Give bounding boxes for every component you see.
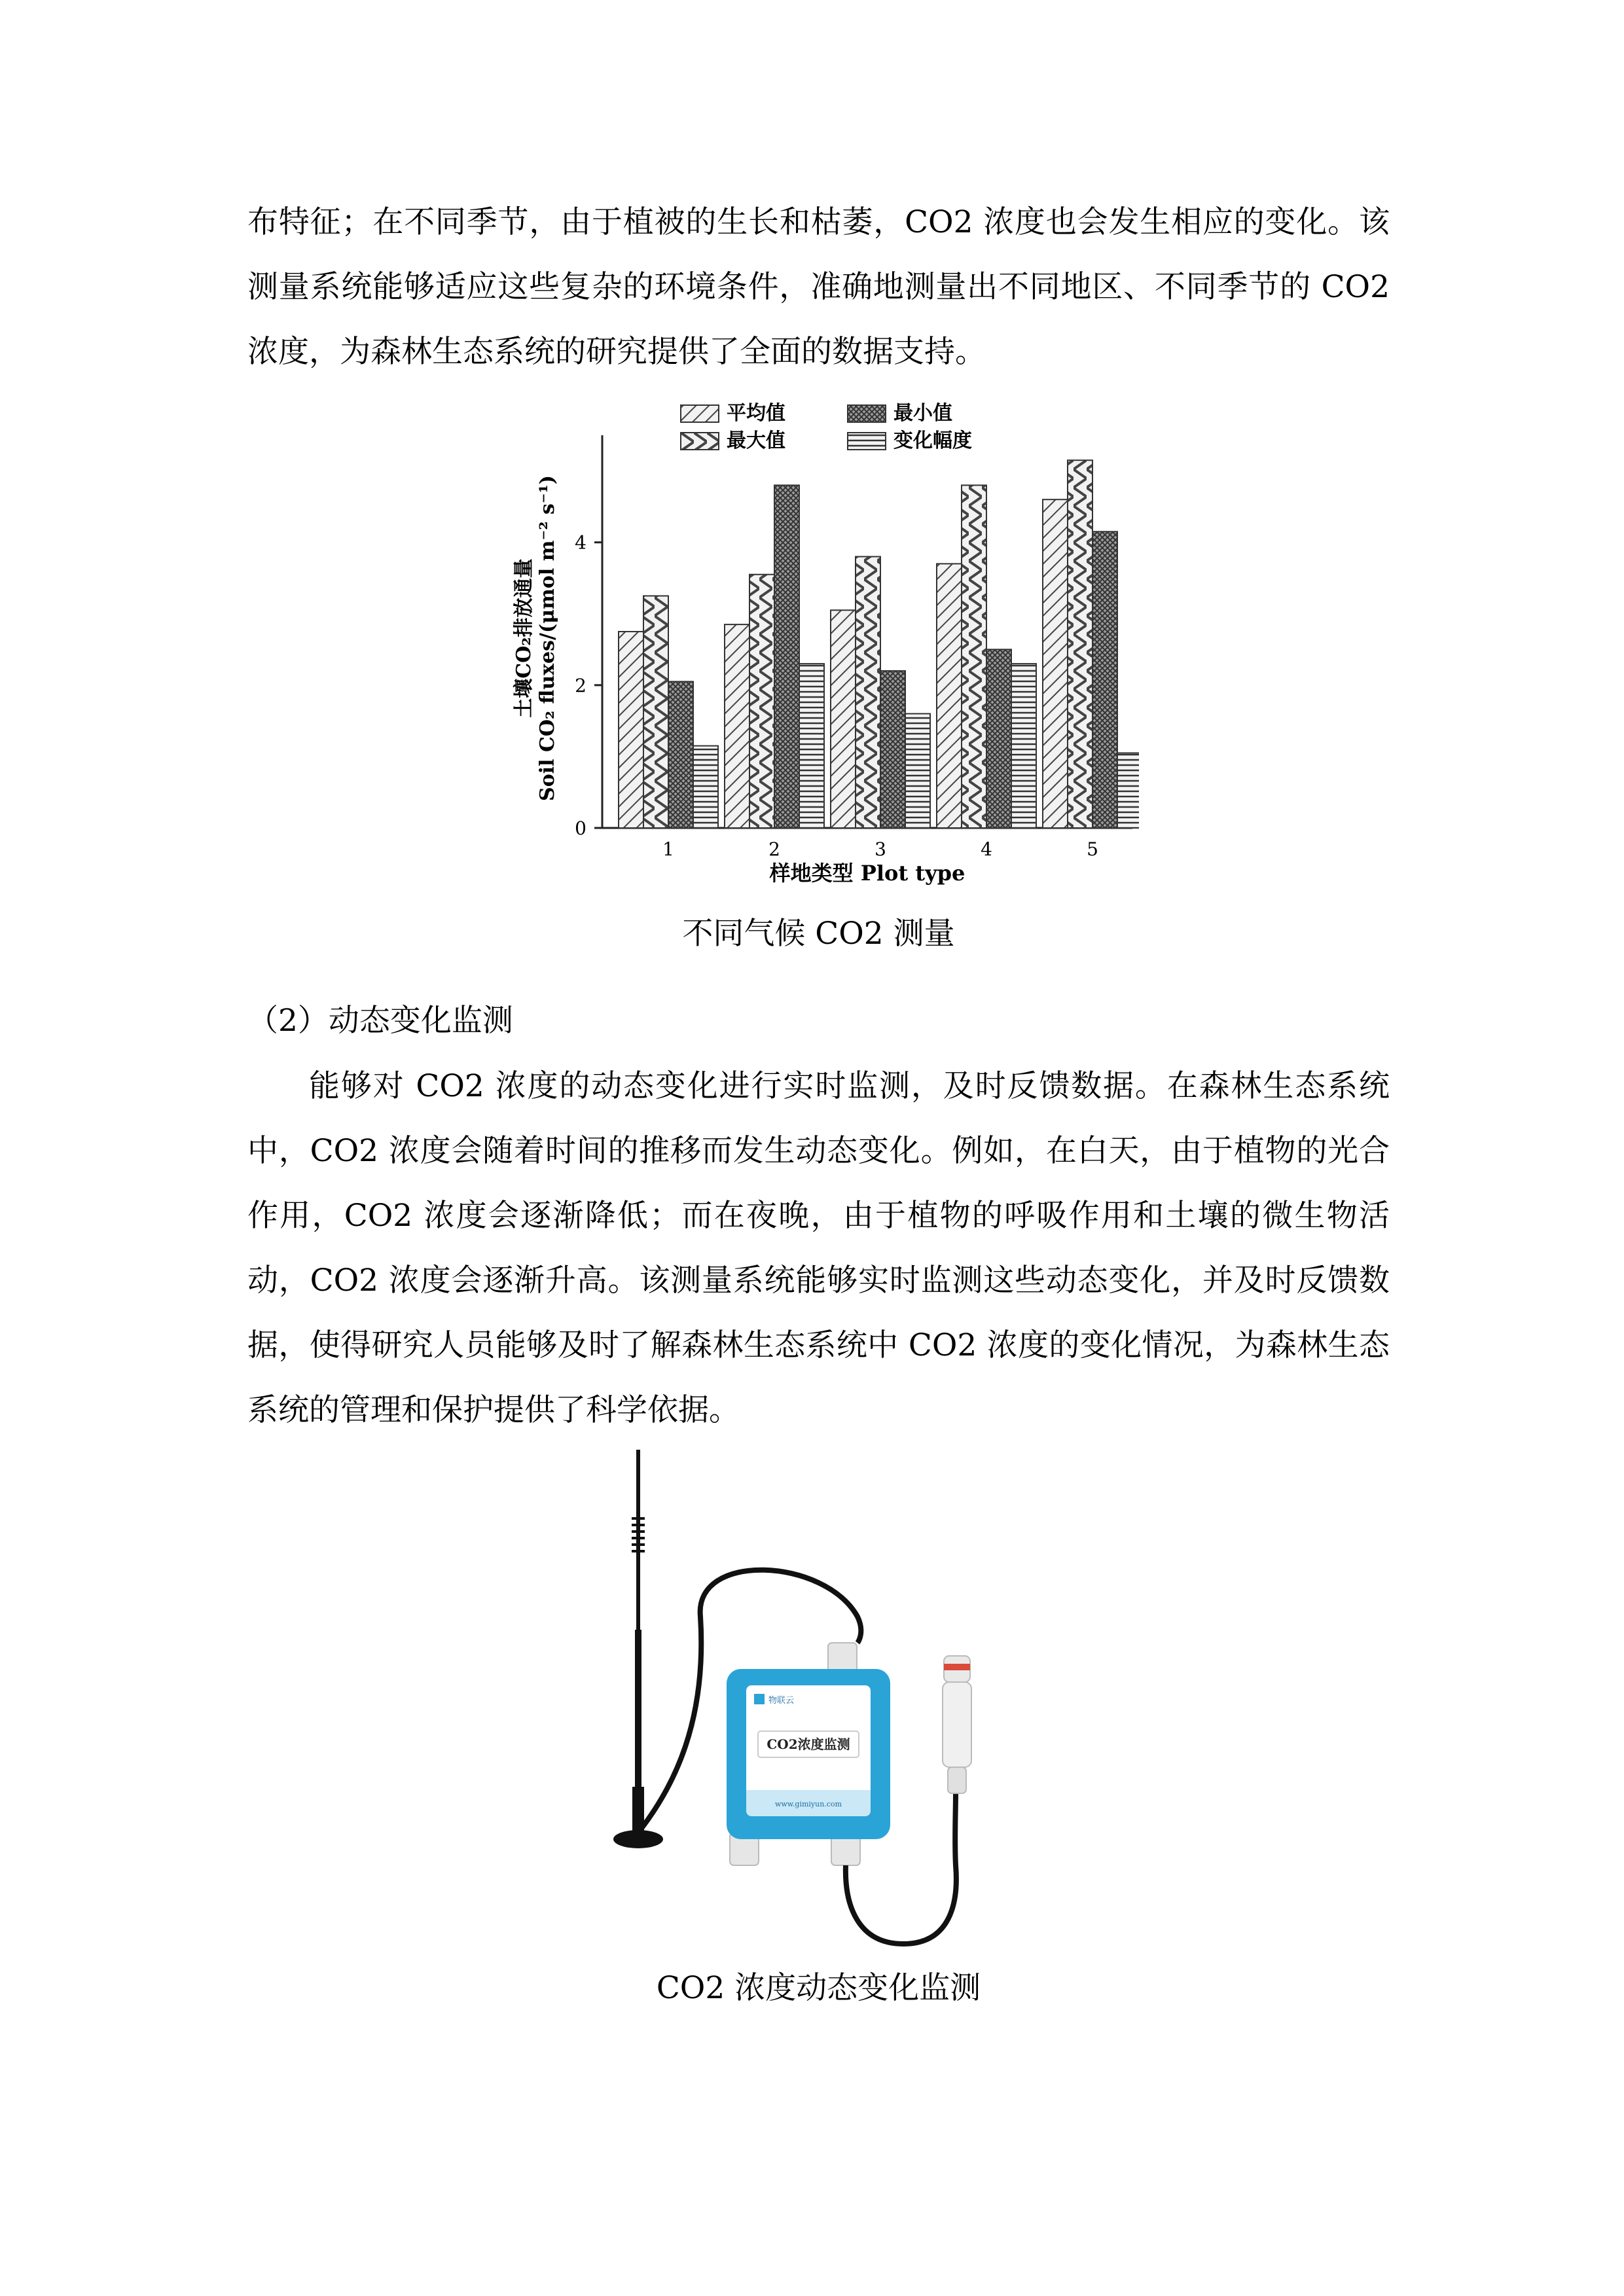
co2-monitor-device-illustration — [609, 1446, 1028, 1964]
y-axis-label-en: Soil CO₂ fluxes/(μmol m⁻² s⁻¹) — [536, 475, 559, 801]
bar-mean-plot-1 — [619, 632, 643, 828]
x-ticks — [662, 838, 1098, 860]
x-tick-label: 5 — [1087, 838, 1098, 860]
y-tick-label: 2 — [575, 674, 586, 696]
bar-range-plot-1 — [693, 746, 718, 828]
bar-mean-plot-2 — [725, 624, 749, 828]
bar-min-plot-5 — [1092, 531, 1117, 828]
legend-label-max: 最大值 — [727, 429, 785, 452]
bar-range-plot-2 — [799, 664, 824, 828]
chart-legend — [681, 402, 972, 452]
bar-min-plot-1 — [668, 681, 693, 828]
bar-group — [619, 460, 1139, 828]
paragraph-1: 布特征；在不同季节，由于植被的生长和枯萎，CO2 浓度也会发生相应的变化。该测量系统能够适应这些复杂的环境条件，准确地测量出不同地区、不同季节的 CO2 浓度，为森林生态系统的研究提供了全面的数据支持。 — [247, 204, 1390, 370]
x-tick-label: 3 — [875, 838, 886, 860]
x-tick-label: 1 — [662, 838, 674, 860]
bar-range-plot-3 — [905, 713, 930, 828]
bar-min-plot-4 — [986, 649, 1011, 828]
figure-co2-device — [609, 1446, 1028, 1964]
brand-logo-icon — [754, 1694, 765, 1704]
x-tick-label: 2 — [768, 838, 780, 860]
y-axis-label-cn: 土壤CO₂排放通量 — [513, 558, 535, 718]
bar-min-plot-3 — [880, 671, 905, 828]
bar-mean-plot-3 — [831, 610, 856, 828]
figure2-caption: CO2 浓度动态变化监测 — [656, 1970, 981, 2006]
x-tick-label: 4 — [981, 838, 992, 860]
bar-min-plot-2 — [774, 485, 799, 828]
y-tick-label: 4 — [575, 531, 586, 554]
legend-label-mean: 平均值 — [727, 402, 785, 425]
legend-swatch-max — [681, 433, 719, 450]
bar-max-plot-3 — [856, 556, 880, 828]
bar-mean-plot-4 — [937, 564, 962, 828]
bar-max-plot-1 — [643, 596, 668, 828]
legend-swatch-range — [848, 433, 886, 450]
legend-swatch-mean — [681, 405, 719, 422]
y-tick-label: 0 — [575, 817, 586, 839]
bar-max-plot-2 — [749, 575, 774, 828]
x-axis-label: 样地类型 Plot type — [769, 861, 965, 886]
legend-label-min: 最小值 — [893, 402, 952, 425]
co2-flux-bar-chart — [484, 396, 1139, 900]
bar-mean-plot-5 — [1043, 499, 1068, 828]
legend-label-range: 变化幅度 — [893, 429, 972, 452]
device-brand: 物联云 — [768, 1696, 795, 1706]
bar-max-plot-5 — [1068, 460, 1092, 828]
figure1-caption: 不同气候 CO2 测量 — [682, 916, 955, 952]
device-panel-title: CO2浓度监测 — [767, 1736, 850, 1752]
figure-co2-climate — [484, 396, 1139, 900]
legend-swatch-min — [848, 405, 886, 422]
bar-max-plot-4 — [962, 485, 986, 828]
y-ticks — [575, 532, 602, 839]
paragraph-2: 能够对 CO2 浓度的动态变化进行实时监测，及时反馈数据。在森林生态系统中，CO2 浓度会随着时间的推移而发生动态变化。例如，在白天，由于植物的光合作用，CO2 浓度会逐渐降低；而在夜晚，由于植物的呼吸作用和土壤的微生物活动，CO2 浓度会逐渐升高。该测量系统能够实时监测这些动态变化，并及时反馈数据，使得研究人员能够及时了解森林生态系统中 CO2 浓度的变化情况，为森林生态系统的管理和保护提供了科学依据。 — [247, 1068, 1390, 1428]
bar-range-plot-5 — [1117, 753, 1139, 828]
section-heading: （2）动态变化监测 — [247, 1003, 513, 1039]
device-website: www.gimiyun.com — [774, 1800, 842, 1808]
bar-range-plot-4 — [1011, 664, 1036, 828]
